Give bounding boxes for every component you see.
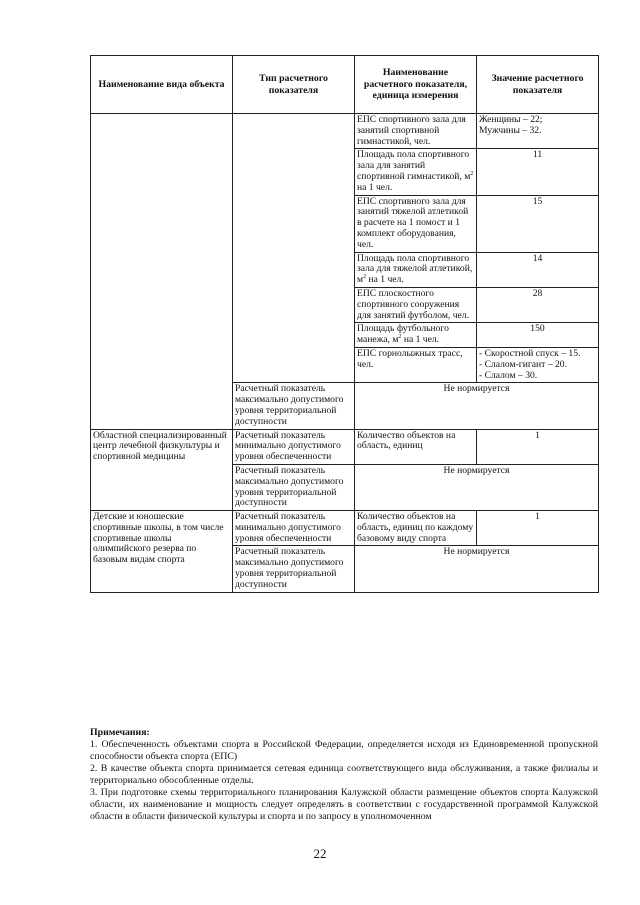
name-text: на 1 чел. [366,274,404,286]
notes-section [90,727,598,823]
not-normalized-cell: Не нормируется [355,464,599,510]
header-object-type: Наименование вида объекта [91,56,233,114]
indicator-name-cell [355,323,477,348]
indicator-name-cell: ЕПС спортивного зала для занятий спортивной гимнастикой, чел. [355,114,477,149]
indicator-type-cell: Расчетный показатель минимально допустимого уровня обеспеченности [233,511,355,546]
type-cell-empty [233,114,355,383]
notes-heading: Примечания: [90,727,150,738]
name-text: Площадь пола спортивного зала для тяжелой атлетикой, м [357,252,473,286]
indicator-name-cell: ЕПС горнолыжных трасс, чел. [355,347,477,382]
table-row [91,429,599,464]
indicator-name-cell: ЕПС спортивного зала для занятий тяжелой атлетикой в расчете на 1 помост и 1 комплект оборудования, чел. [355,195,477,252]
object-name-cell: Детские и юношеские спортивные школы, в том числе спортивные школы олимпийского резерва по базовым видам спорта [91,511,233,593]
note-item: 2. В качестве объекта спорта принимается сетевая единица соответствующего вида обслуживания, а также филиалы и территориально обособленные отделы. [90,763,598,786]
note-item: 1. Обеспеченность объектами спорта в Российской Федерации, определяется исходя из Единовременной пропускной способности объекта спорта (ЕПС) [90,739,598,762]
not-normalized-cell: Не нормируется [355,546,599,592]
superscript: 2 [398,333,402,340]
indicator-value-cell: 1 [477,511,599,546]
superscript: 2 [363,273,367,280]
header-indicator-type: Тип расчетного показателя [233,56,355,114]
indicator-value-cell [477,114,599,149]
page-number: 22 [313,846,327,861]
indicator-name-cell [355,252,477,287]
value-line: Мужчины – 32. [479,124,542,136]
value-line: Женщины – 22; [479,114,543,125]
superscript: 2 [470,170,474,177]
not-normalized-cell: Не нормируется [355,383,599,429]
table-row [91,511,599,546]
indicator-value-cell: 14 [477,252,599,287]
object-cell-empty [91,114,233,430]
indicator-name-cell [355,149,477,195]
indicator-type-cell: Расчетный показатель максимально допустимого уровня территориальной доступности [233,383,355,429]
indicator-name-cell: ЕПС плоскостного спортивного сооружения для занятий футболом, чел. [355,287,477,322]
indicator-value-cell [477,347,599,382]
indicator-value-cell: 150 [477,323,599,348]
name-text: на 1 чел. [401,334,440,346]
indicator-value-cell: 1 [477,429,599,464]
header-indicator-value: Значение расчетного показателя [477,56,599,114]
indicator-type-cell: Расчетный показатель максимально допустимого уровня территориальной доступности [233,464,355,510]
indicator-type-cell: Расчетный показатель максимально допустимого уровня территориальной доступности [233,546,355,592]
indicators-table [90,55,599,593]
note-item: 3. При подготовке схемы территориального планирования Калужской области размещение объектов спорта Калужской области, их наименование и мощность следует определять в соответствии с государственной программой Калужской области в области физической культуры и спорта и по запросу в уполномоченном [90,787,598,822]
value-line: - Слалом-гигант – 20. [479,358,567,370]
indicator-value-cell: 28 [477,287,599,322]
name-text: Площадь футбольного манежа, м [357,323,449,346]
name-text: на 1 чел. [357,181,393,193]
value-line: - Слалом – 30. [479,369,538,381]
value-line: - Скоростной спуск – 15. [479,347,581,359]
name-text: Площадь пола спортивного зала для занятий спортивной гимнастикой, м [357,149,471,182]
object-name-cell: Областной специализированный центр лечебной физкультуры и спортивной медицины [91,429,233,511]
table-row [91,114,599,149]
indicator-name-cell: Количество объектов на область, единиц [355,429,477,464]
indicator-value-cell: 11 [477,149,599,195]
header-indicator-name: Наименование расчетного показателя, единица измерения [355,56,477,114]
indicator-name-cell: Количество объектов на область, единиц по каждому базовому виду спорта [355,511,477,546]
indicator-type-cell: Расчетный показатель минимально допустимого уровня обеспеченности [233,429,355,464]
table-header-row [91,56,599,114]
indicator-value-cell: 15 [477,195,599,252]
